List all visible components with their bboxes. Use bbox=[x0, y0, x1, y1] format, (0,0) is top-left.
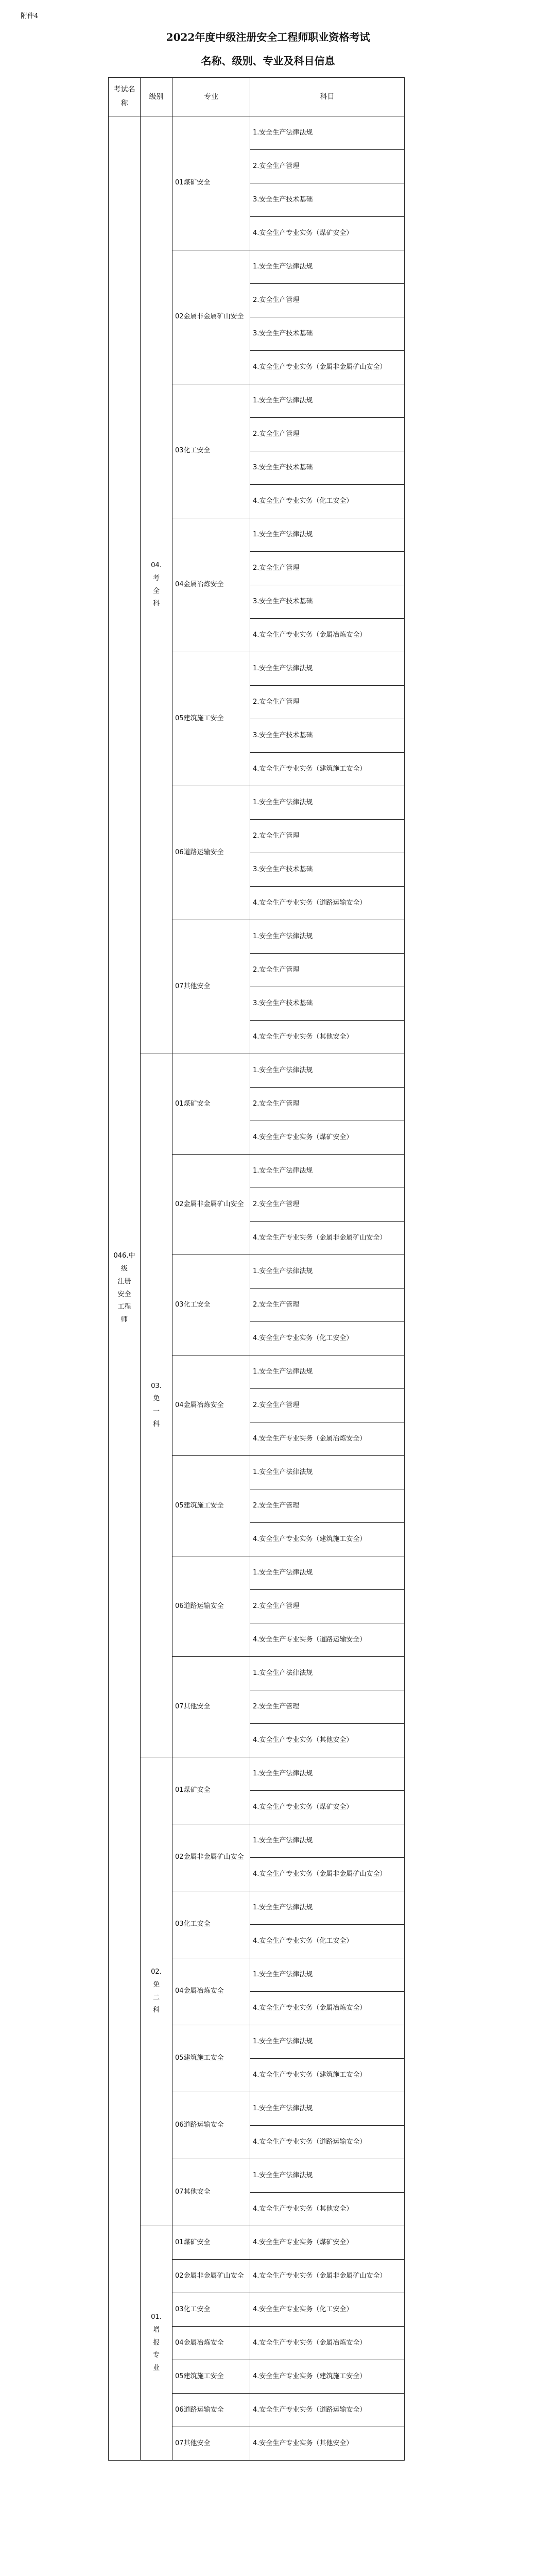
level-label-text: 02. bbox=[151, 1968, 162, 1976]
subject-cell: 1.安全生产法律法规 bbox=[250, 1824, 405, 1858]
major-cell: 04金属冶炼安全 bbox=[172, 518, 250, 652]
table-body bbox=[109, 116, 405, 2461]
subject-cell: 4.安全生产专业实务（金属冶炼安全） bbox=[250, 1992, 405, 2025]
subject-cell: 4.安全生产专业实务（道路运输安全） bbox=[250, 2126, 405, 2159]
subject-cell: 1.安全生产法律法规 bbox=[250, 786, 405, 820]
major-cell: 01煤矿安全 bbox=[172, 1054, 250, 1155]
level-cell bbox=[141, 116, 172, 1054]
major-cell: 01煤矿安全 bbox=[172, 2226, 250, 2260]
major-cell: 07其他安全 bbox=[172, 1657, 250, 1757]
subject-cell: 1.安全生产法律法规 bbox=[250, 1355, 405, 1389]
page-subtitle: 名称、级别、专业及科目信息 bbox=[201, 55, 335, 67]
subject-cell: 2.安全生产管理 bbox=[250, 1289, 405, 1322]
major-cell: 05建筑施工安全 bbox=[172, 652, 250, 786]
major-cell: 03化工安全 bbox=[172, 1255, 250, 1355]
major-cell: 07其他安全 bbox=[172, 2427, 250, 2461]
subject-cell: 2.安全生产管理 bbox=[250, 1489, 405, 1523]
level-label-text: 01. bbox=[151, 2313, 162, 2321]
level-label-text: 03. bbox=[151, 1382, 162, 1390]
major-cell: 03化工安全 bbox=[172, 2293, 250, 2327]
exam-name-text: 注册 bbox=[117, 1277, 131, 1285]
major-cell: 04金属冶炼安全 bbox=[172, 1958, 250, 2025]
level-label-text: 一 bbox=[152, 1408, 160, 1415]
header-subject: 科目 bbox=[250, 78, 405, 116]
subject-cell: 1.安全生产法律法规 bbox=[250, 1456, 405, 1489]
table-header-row bbox=[109, 78, 405, 116]
subject-cell: 1.安全生产法律法规 bbox=[250, 2159, 405, 2193]
major-cell: 06道路运输安全 bbox=[172, 2394, 250, 2427]
subject-cell: 1.安全生产法律法规 bbox=[250, 2025, 405, 2059]
subject-cell: 4.安全生产专业实务（其他安全） bbox=[250, 1021, 405, 1054]
subject-cell: 1.安全生产法律法规 bbox=[250, 250, 405, 284]
subject-cell: 4.安全生产专业实务（建筑施工安全） bbox=[250, 753, 405, 786]
subject-cell: 1.安全生产法律法规 bbox=[250, 1757, 405, 1791]
level-label-text: 免 bbox=[152, 1980, 160, 1989]
subject-cell: 3.安全生产技术基础 bbox=[250, 719, 405, 753]
table-row bbox=[109, 1757, 405, 1791]
major-cell: 06道路运输安全 bbox=[172, 2092, 250, 2159]
subject-cell: 1.安全生产法律法规 bbox=[250, 384, 405, 418]
level-cell bbox=[141, 1054, 172, 1757]
subject-cell: 4.安全生产专业实务（煤矿安全） bbox=[250, 2226, 405, 2260]
subject-cell: 4.安全生产专业实务（煤矿安全） bbox=[250, 217, 405, 250]
major-cell: 02金属非金属矿山安全 bbox=[172, 2260, 250, 2293]
major-cell: 06道路运输安全 bbox=[172, 1556, 250, 1657]
subject-cell: 4.安全生产专业实务（建筑施工安全） bbox=[250, 1523, 405, 1556]
exam-name-text: 师 bbox=[120, 1315, 128, 1324]
subject-cell: 1.安全生产法律法规 bbox=[250, 1657, 405, 1690]
subject-cell: 4.安全生产专业实务（金属冶炼安全） bbox=[250, 619, 405, 652]
major-cell: 05建筑施工安全 bbox=[172, 2360, 250, 2394]
major-cell: 06道路运输安全 bbox=[172, 786, 250, 920]
subject-cell: 2.安全生产管理 bbox=[250, 1088, 405, 1121]
exam-info-table bbox=[108, 77, 405, 2461]
major-cell: 07其他安全 bbox=[172, 920, 250, 1054]
subject-cell: 1.安全生产法律法规 bbox=[250, 116, 405, 150]
subject-cell: 2.安全生产管理 bbox=[250, 284, 405, 317]
major-cell: 02金属非金属矿山安全 bbox=[172, 1824, 250, 1891]
major-cell: 04金属冶炼安全 bbox=[172, 1355, 250, 1456]
major-cell: 03化工安全 bbox=[172, 1891, 250, 1958]
level-label-text: 免 bbox=[152, 1395, 160, 1403]
subject-cell: 4.安全生产专业实务（化工安全） bbox=[250, 2293, 405, 2327]
subject-cell: 2.安全生产管理 bbox=[250, 418, 405, 451]
level-cell bbox=[141, 1757, 172, 2226]
subject-cell: 2.安全生产管理 bbox=[250, 1188, 405, 1222]
subject-cell: 4.安全生产专业实务（金属非金属矿山安全） bbox=[250, 1222, 405, 1255]
subject-cell: 4.安全生产专业实务（其他安全） bbox=[250, 1724, 405, 1757]
subject-cell: 4.安全生产专业实务（道路运输安全） bbox=[250, 1623, 405, 1657]
subject-cell: 4.安全生产专业实务（化工安全） bbox=[250, 1925, 405, 1958]
major-cell: 04金属冶炼安全 bbox=[172, 2327, 250, 2360]
major-cell: 05建筑施工安全 bbox=[172, 1456, 250, 1556]
level-cell bbox=[141, 2226, 172, 2461]
major-cell: 05建筑施工安全 bbox=[172, 2025, 250, 2092]
subject-cell: 2.安全生产管理 bbox=[250, 1690, 405, 1724]
subject-cell: 4.安全生产专业实务（其他安全） bbox=[250, 2193, 405, 2226]
subject-cell: 4.安全生产专业实务（其他安全） bbox=[250, 2427, 405, 2461]
level-label-text: 专 bbox=[152, 2351, 160, 2360]
subject-cell: 2.安全生产管理 bbox=[250, 954, 405, 987]
subject-cell: 2.安全生产管理 bbox=[250, 820, 405, 853]
exam-name-text: 安全 bbox=[117, 1290, 131, 1298]
major-cell: 03化工安全 bbox=[172, 384, 250, 518]
exam-name-text: 046.中 bbox=[113, 1252, 135, 1260]
table-row bbox=[109, 116, 405, 150]
level-label-text: 全 bbox=[152, 587, 160, 595]
subject-cell: 2.安全生产管理 bbox=[250, 1389, 405, 1422]
subject-cell: 1.安全生产法律法规 bbox=[250, 1891, 405, 1925]
table-row bbox=[109, 1054, 405, 1088]
subject-cell: 3.安全生产技术基础 bbox=[250, 451, 405, 485]
subject-cell: 2.安全生产管理 bbox=[250, 150, 405, 183]
subject-cell: 4.安全生产专业实务（道路运输安全） bbox=[250, 887, 405, 920]
table-row bbox=[109, 2226, 405, 2260]
subject-cell: 4.安全生产专业实务（道路运输安全） bbox=[250, 2394, 405, 2427]
subject-cell: 1.安全生产法律法规 bbox=[250, 1155, 405, 1188]
level-label-text: 科 bbox=[152, 1420, 160, 1428]
subject-cell: 2.安全生产管理 bbox=[250, 1590, 405, 1623]
subject-cell: 1.安全生产法律法规 bbox=[250, 1556, 405, 1590]
attachment-label: 附件4 bbox=[21, 12, 39, 20]
level-label-text: 报 bbox=[152, 2338, 160, 2347]
header-level: 级别 bbox=[141, 78, 172, 116]
subject-cell: 1.安全生产法律法规 bbox=[250, 518, 405, 552]
header-exam-name: 考试名称 bbox=[109, 78, 141, 116]
subject-cell: 4.安全生产专业实务（化工安全） bbox=[250, 485, 405, 518]
major-cell: 01煤矿安全 bbox=[172, 116, 250, 250]
major-cell: 02金属非金属矿山安全 bbox=[172, 250, 250, 384]
level-label-text: 增 bbox=[152, 2326, 160, 2334]
subject-cell: 1.安全生产法律法规 bbox=[250, 1255, 405, 1289]
subject-cell: 3.安全生产技术基础 bbox=[250, 853, 405, 887]
major-cell: 02金属非金属矿山安全 bbox=[172, 1155, 250, 1255]
major-cell: 07其他安全 bbox=[172, 2159, 250, 2226]
subject-cell: 4.安全生产专业实务（煤矿安全） bbox=[250, 1121, 405, 1155]
subject-cell: 4.安全生产专业实务（煤矿安全） bbox=[250, 1791, 405, 1824]
subject-cell: 4.安全生产专业实务（金属非金属矿山安全） bbox=[250, 2260, 405, 2293]
exam-name-cell bbox=[109, 116, 141, 2461]
subject-cell: 1.安全生产法律法规 bbox=[250, 1054, 405, 1088]
subject-cell: 1.安全生产法律法规 bbox=[250, 2092, 405, 2126]
subject-cell: 4.安全生产专业实务（建筑施工安全） bbox=[250, 2059, 405, 2092]
major-cell: 01煤矿安全 bbox=[172, 1757, 250, 1824]
subject-cell: 1.安全生产法律法规 bbox=[250, 1958, 405, 1992]
level-label-text: 科 bbox=[152, 2006, 160, 2014]
level-label-text: 考 bbox=[152, 574, 160, 582]
page-title: 2022年度中级注册安全工程师职业资格考试 bbox=[166, 31, 370, 43]
exam-name-text: 级 bbox=[120, 1265, 128, 1273]
header-major: 专业 bbox=[172, 78, 250, 116]
exam-name-text: 工程 bbox=[117, 1303, 131, 1311]
subject-cell: 3.安全生产技术基础 bbox=[250, 317, 405, 351]
subject-cell: 3.安全生产技术基础 bbox=[250, 183, 405, 217]
level-label-text: 04. bbox=[151, 562, 162, 570]
subject-cell: 2.安全生产管理 bbox=[250, 552, 405, 585]
subject-cell: 1.安全生产法律法规 bbox=[250, 920, 405, 954]
subject-cell: 2.安全生产管理 bbox=[250, 686, 405, 719]
subject-cell: 3.安全生产技术基础 bbox=[250, 987, 405, 1021]
subject-cell: 4.安全生产专业实务（金属非金属矿山安全） bbox=[250, 1858, 405, 1891]
subject-cell: 1.安全生产法律法规 bbox=[250, 652, 405, 686]
subject-cell: 4.安全生产专业实务（建筑施工安全） bbox=[250, 2360, 405, 2394]
level-label-text: 科 bbox=[152, 600, 160, 608]
subject-cell: 4.安全生产专业实务（化工安全） bbox=[250, 1322, 405, 1355]
level-label-text: 二 bbox=[152, 1993, 160, 2002]
subject-cell: 3.安全生产技术基础 bbox=[250, 585, 405, 619]
subject-cell: 4.安全生产专业实务（金属冶炼安全） bbox=[250, 1422, 405, 1456]
level-label-text: 业 bbox=[152, 2364, 160, 2372]
subject-cell: 4.安全生产专业实务（金属非金属矿山安全） bbox=[250, 351, 405, 384]
subject-cell: 4.安全生产专业实务（金属冶炼安全） bbox=[250, 2327, 405, 2360]
